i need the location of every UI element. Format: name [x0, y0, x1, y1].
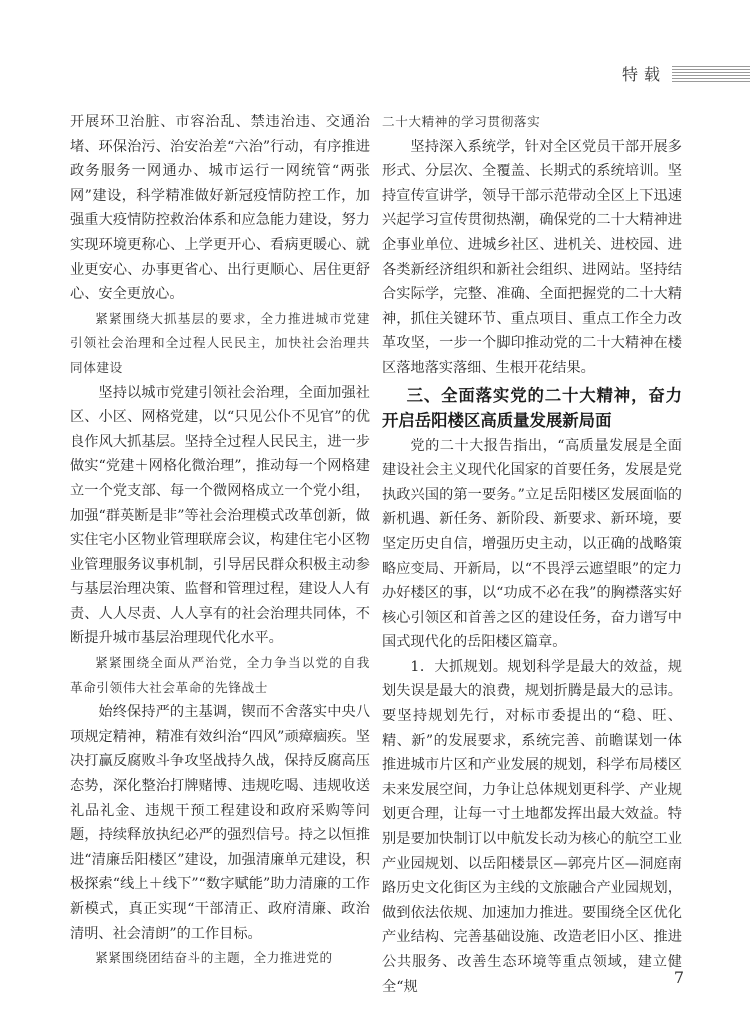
body-paragraph: 坚持深入系统学，针对全区党员干部开展多形式、分层次、全覆盖、长期式的系统培训。坚持宣传宣讲学，领导干部示范带动全区上下迅速兴起学习宣传贯彻热潮，确保党的二十大精神进企事业单位、进城乡社区、进机关、进校园、进各类新经济组织和新社会组织、进网站。坚持结合实际学，完整、准确、全面把握党的二十大精神，抓住关键环节、重点项目、重点工作全力改革攻坚，一步一个脚印推动党的二十大精神在楼区落地落实落细、生根开花结果。 [382, 138, 682, 376]
subheading: 二十大精神的学习贯彻落实 [382, 114, 541, 129]
right-column [382, 110, 682, 999]
subheading: 紧紧围绕团结奋斗的主题，全力推进党的 [95, 950, 333, 966]
page-header [550, 62, 750, 88]
body-paragraph: 1．大抓规划。规划科学是最大的效益，规划失误是最大的浪费，规划折腾是最大的忌讳。要坚持规划先行，对标市委提出的“稳、旺、精、新”的发展要求，系统完善、前瞻谋划一体推进城市片区和产业发展的规划，科学布局楼区未来发展空间，力争让总体规划更科学、产业规划更合理，让每一寸土地都发挥出最大效益。特别是要加快制订以中航发长动为核心的航空工业产业园规划、以岳阳楼景区—郭亮片区—洞庭南路历史文化街区为主线的文旅融合产业园规划，做到依法依规、加速加力推进。要围绕全区优化产业结构、完善基础设施、改造老旧小区、推进公共服务、改善生态环境等重点领域，建立健全“规 [382, 658, 682, 995]
header-decoration-lines [672, 66, 750, 84]
section-heading: 三、全面落实党的二十大精神，奋力开启岳阳楼区高质量发展新局面 [382, 385, 682, 430]
body-paragraph: 党的二十大报告指出，“高质量发展是全面建设社会主义现代化国家的首要任务，发展是党执政兴国的第一要务。”立足岳阳楼区发展面临的新机遇、新任务、新阶段、新要求、新环境，要坚定历史自信，增强历史主动，以正确的战略策略应变局、开新局，以“不畏浮云遮望眼”的定力办好楼区的事，以“功成不必在我”的胸襟落实好核心引领区和首善之区的建设任务，奋力谱写中国式现代化的岳阳楼区篇章。 [382, 437, 682, 651]
section-label: 特载 [621, 65, 666, 84]
subheading: 紧紧围绕全面从严治党，全力争当以党的自我革命引领伟大社会革命的先锋战士 [70, 655, 370, 695]
body-paragraph: 开展环卫治脏、市容治乱、禁违治违、交通治堵、环保治污、治安治差“六治”行动，有序推进政务服务一网通办、城市运行一网统管“两张网”建设，科学精准做好新冠疫情防控工作，加强重大疫情防控救治体系和应急能力建设，努力实现环境更称心、上学更开心、看病更暖心、就业更安心、办事更省心、出行更顺心、居住更舒心、安全更放心。 [70, 114, 370, 303]
left-column [70, 110, 370, 971]
page-number: 7 [673, 968, 684, 987]
body-paragraph: 坚持以城市党建引领社会治理，全面加强社区、小区、网格党建，以“只见公仆不见官”的优良作风大抓基层。坚持全过程人民民主，进一步做实“党建＋网格化微治理”，推动每一个网格建立一个党支部、每一个微网格成立一个党小组，加强“群英断是非”等社会治理模式改革创新，做实住宅小区物业管理联席会议，构建住宅小区物业管理服务议事机制，引导居民群众积极主动参与基层治理决策、监督和管理过程，建设人人有责、人人尽责、人人享有的社会治理共同体，不断提升城市基层治理现代化水平。 [70, 384, 370, 647]
subheading: 紧紧围绕大抓基层的要求，全力推进城市党建引领社会治理和全过程人民民主，加快社会治理共同体建设 [70, 310, 370, 375]
body-paragraph: 始终保持严的主基调，锲而不舍落实中央八项规定精神，精准有效纠治“四风”顽瘴痼疾。坚决打赢反腐败斗争攻坚战持久战，保持反腐高压态势，深化整治打牌赌博、违规吃喝、违规收送礼品礼金、违规干预工程建设和政府采购等问题，持续释放执纪必严的强烈信号。持之以恒推进“清廉岳阳楼区”建设，加强清廉单元建设，积极探索“线上＋线下”“数字赋能”助力清廉的工作新模式，真正实现“干部清正、政府清廉、政治清明、社会清朗”的工作目标。 [70, 704, 370, 942]
